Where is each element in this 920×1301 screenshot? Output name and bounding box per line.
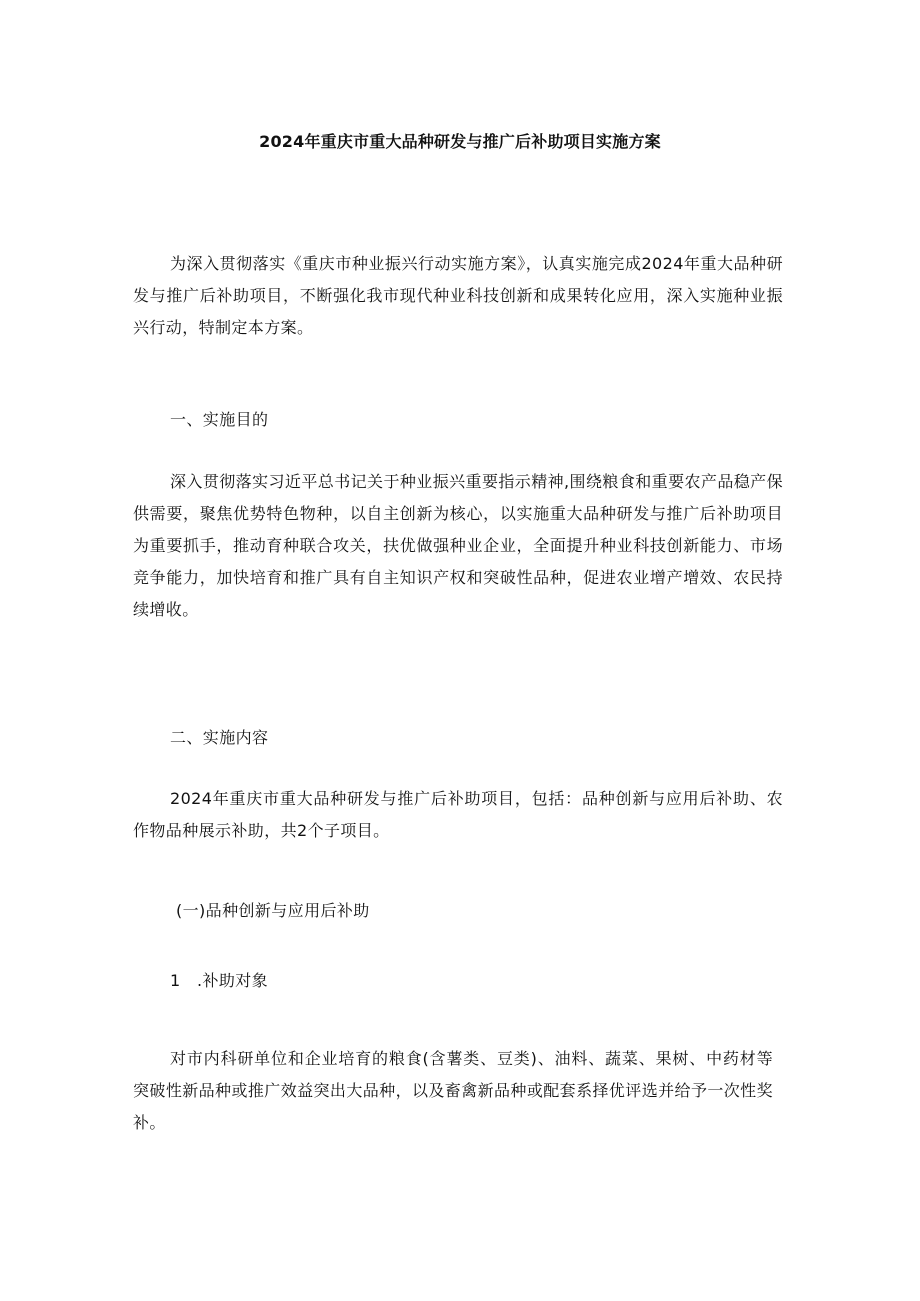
section1-body: 深入贯彻落实习近平总书记关于种业振兴重要指示精神,围绕粮食和重要农产品稳产保供需要，聚焦优势特色物种，以自主创新为核心，以实施重大品种研发与推广后补助项目为重要抓手，推动育种联合攻关，扶优做强种业企业，全面提升种业科技创新能力、市场竞争能力，加快培育和推广具有自主知识产权和突破性品种，促进农业增产增效、农民持续增收。: [133, 472, 783, 619]
subsection1-heading: (一)品种创新与应用后补助: [176, 901, 370, 920]
item1-heading: 1 .补助对象: [170, 971, 269, 990]
intro-paragraph: 为深入贯彻落实《重庆市种业振兴行动实施方案》，认真实施完成2024年重大品种研发与推广后补助项目，不断强化我市现代种业科技创新和成果转化应用，深入实施种业振兴行动，特制定本方案。: [133, 254, 783, 337]
item1-body: 对市内科研单位和企业培育的粮食(含薯类、豆类)、油料、蔬菜、果树、中药材等突破性新品种或推广效益突出大品种，以及畜禽新品种或配套系择优评选并给予一次性奖补。: [133, 1049, 773, 1132]
section2-heading: 二、实施内容: [170, 728, 269, 747]
section2-body: 2024年重庆市重大品种研发与推广后补助项目，包括：品种创新与应用后补助、农作物品种展示补助，共2个子项目。: [133, 789, 783, 840]
section1-heading: 一、实施目的: [170, 410, 269, 429]
document-title: 2024年重庆市重大品种研发与推广后补助项目实施方案: [259, 132, 661, 151]
